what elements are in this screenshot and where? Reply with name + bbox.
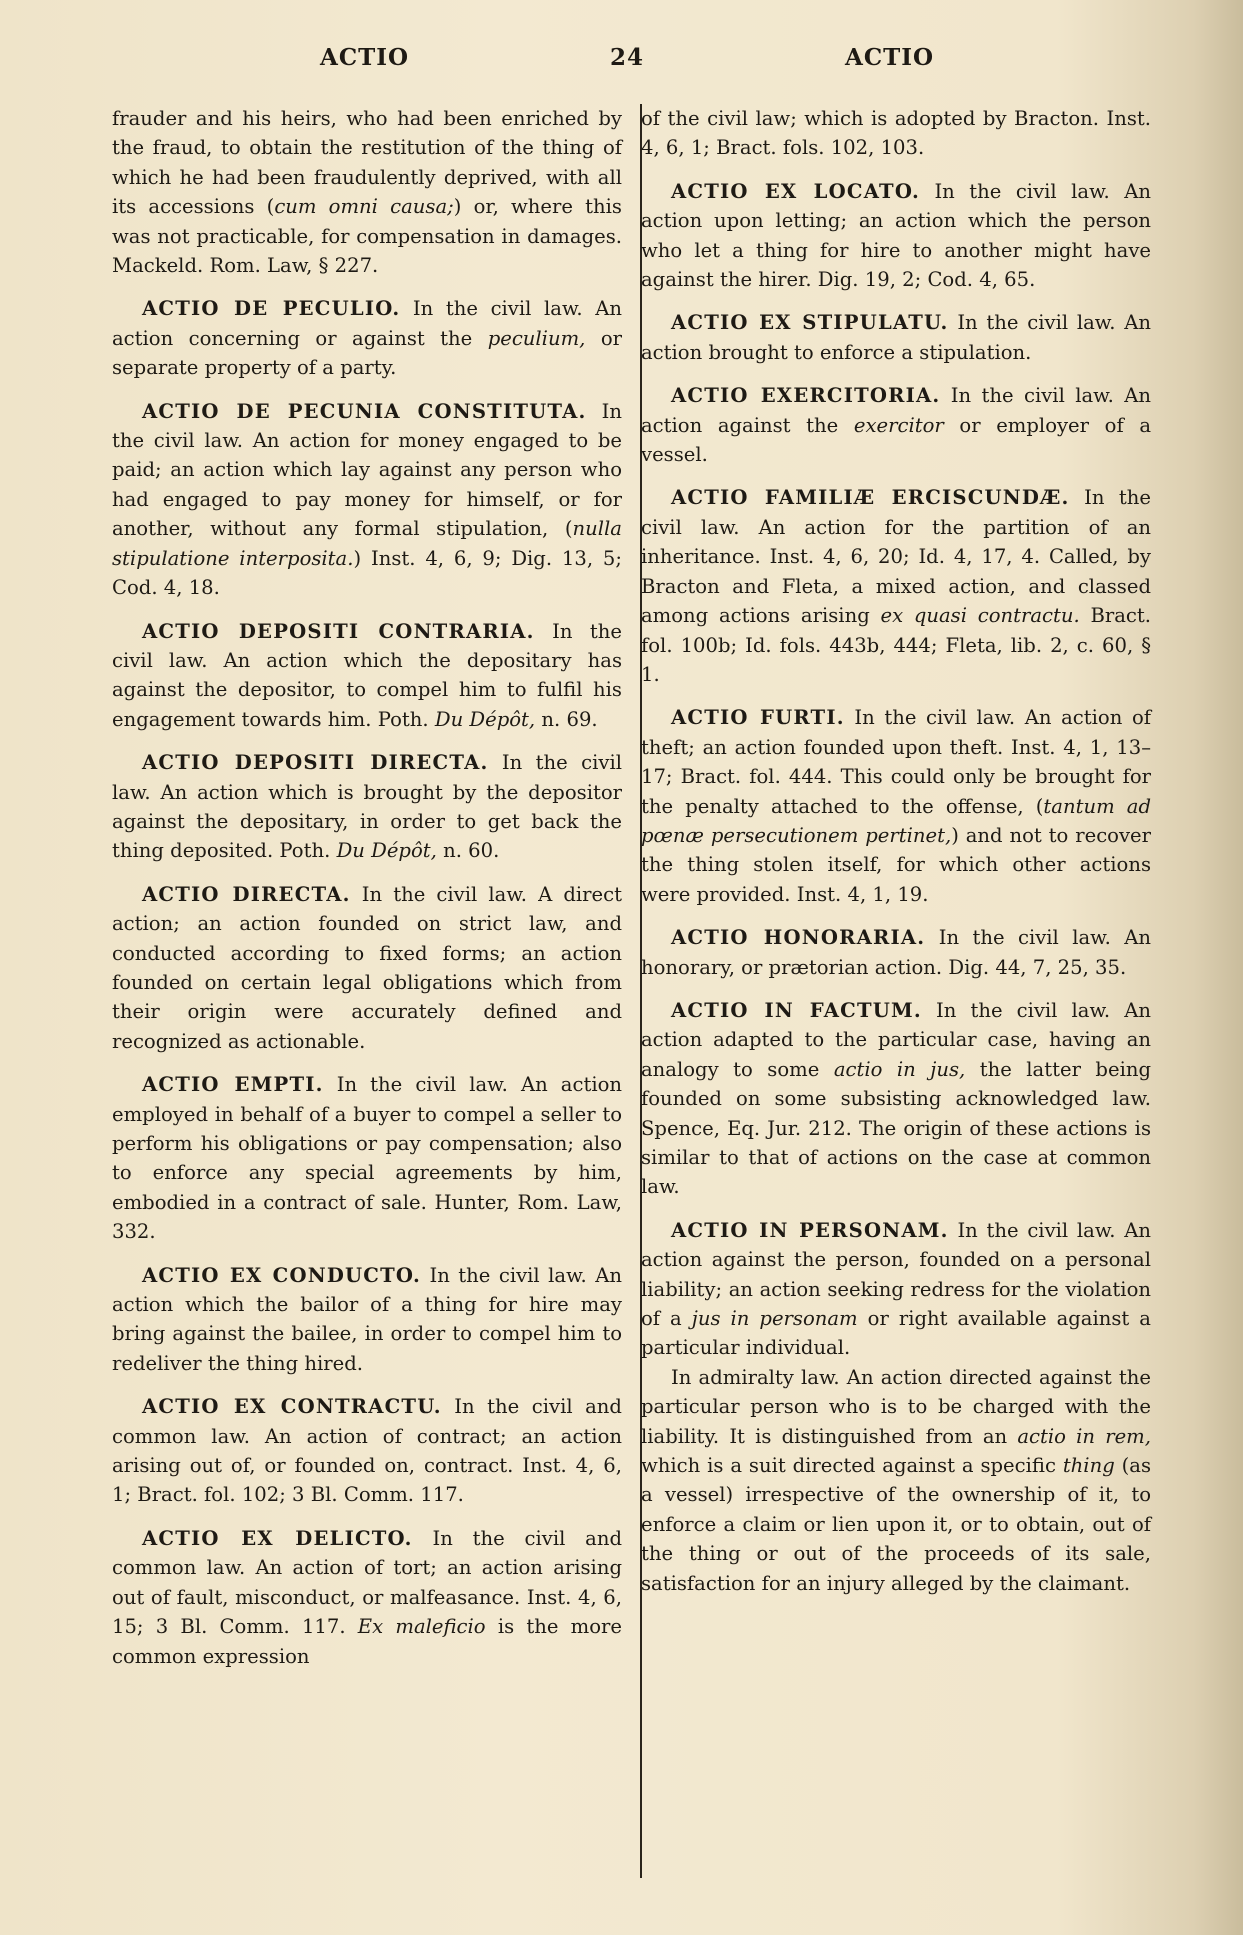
entry-headword: ACTIO EX LOCATO. — [671, 179, 920, 203]
italic-term: thing — [1062, 1454, 1115, 1478]
entry-headword: ACTIO EX DELICTO. — [142, 1526, 413, 1550]
entry-paragraph — [112, 1261, 622, 1379]
page-number: 24 — [610, 44, 645, 71]
entry-text: or separate property of a party. — [112, 326, 622, 380]
entry-text: In admiralty law. An action directed against the particular person who is to be charged with the liability. It is distinguished from an — [641, 1365, 1151, 1448]
entry-headword: ACTIO DIRECTA. — [142, 882, 351, 906]
entry-text: In the civil law. An action brought to enforce a stipulation. — [641, 311, 1151, 364]
entry-text: In the civil law. An action which the bailor of a thing for hire may bring against the bailee, in order to compel him to redeliver the thing hired. — [112, 1263, 623, 1375]
entry-text: ) and not to recover the thing stolen itself, for which other actions were provided. Inst. 4, 1, 19. — [641, 823, 1152, 906]
entry-text: In the civil law. An action which the depositary has against the depositor, to compel him to fulfil his engagement towards him. Poth. — [112, 619, 622, 731]
entry-paragraph — [641, 1216, 1151, 1363]
entry-headword: ACTIO DE PECULIO. — [142, 297, 401, 321]
entry-paragraph — [112, 294, 622, 382]
entry-text: In the civil and common law. An action of contract; an action arising out of, or founded on, contract. Inst. 4, 6, 1; Bract. fol. 102; 3 Bl. Comm. 117. — [112, 1395, 622, 1507]
entry-text: In the civil law. An action of theft; an action founded upon theft. Inst. 4, 1, 13–17; Bract. fol. 444. This could only be brought for the penalty attached to the offense, ( — [641, 706, 1151, 818]
dictionary-entry — [112, 617, 622, 735]
dictionary-entry — [112, 397, 622, 603]
entry-headword: ACTIO FAMILIÆ ERCISCUNDÆ. — [671, 486, 1070, 510]
entry-paragraph — [112, 104, 622, 280]
italic-term: actio in rem, — [1017, 1424, 1151, 1448]
italic-term: peculium, — [487, 326, 586, 350]
entry-headword: ACTIO EMPTI. — [142, 1073, 324, 1097]
entry-text: In the civil law. An action for money engaged to be paid; an action which lay against any person who had engaged to pay money for himself, or for another, without any formal stipulation, ( — [112, 399, 622, 541]
entry-paragraph — [641, 923, 1151, 982]
entry-paragraph — [112, 1070, 622, 1246]
dictionary-entry — [112, 1070, 622, 1246]
entry-text: ) Inst. 4, 6, 9; Dig. 13, 5; Cod. 4, 18. — [112, 546, 622, 600]
entry-text: (as a vessel) irrespective of the ownership of it, to enforce a claim or lien upon it, or to obtain, out of the thing or out of the proceeds of its sale, satisfaction for an injury alleged by the claimant. — [641, 1454, 1152, 1595]
entry-paragraph — [112, 880, 622, 1056]
italic-term: actio in jus, — [833, 1057, 966, 1081]
entry-text: In the civil law. An action which is brought by the depositor against the depositary, in order to get back the thing deposited. Poth. — [112, 751, 622, 863]
dictionary-entry — [641, 996, 1151, 1202]
entry-text: is the more common expression — [112, 1615, 623, 1668]
entry-text: Bract. fol. 100b; Id. fols. 443b, 444; Fleta, lib. 2, c. 60, § 1. — [641, 604, 1151, 686]
entry-paragraph — [112, 397, 622, 603]
entry-text: In the civil law. An action concerning or against the — [112, 297, 622, 350]
italic-term: tantum ad pœnæ persecutionem pertinet, — [641, 794, 1151, 847]
dictionary-entry — [112, 1392, 622, 1510]
dictionary-entry — [641, 923, 1151, 982]
italic-term: Du Dépôt, — [434, 707, 536, 731]
entry-headword: ACTIO HONORARIA. — [671, 926, 926, 950]
entry-headword: ACTIO EXERCITORIA. — [671, 384, 941, 408]
dictionary-entry — [112, 1261, 622, 1379]
italic-term: jus in personam — [691, 1307, 858, 1331]
entry-headword: ACTIO DEPOSITI CONTRARIA. — [142, 619, 535, 643]
entry-headword: ACTIO DEPOSITI DIRECTA. — [142, 751, 489, 775]
entry-headword: ACTIO FURTI. — [671, 706, 845, 730]
entry-paragraph — [112, 617, 622, 735]
dictionary-entry — [112, 880, 622, 1056]
entry-paragraph — [112, 1392, 622, 1510]
left-column — [112, 104, 622, 1685]
entry-text: In the civil law. A direct action; an action founded on strict law, and conducted according to fixed forms; an action founded on certain legal obligations which from their origin were accurately defined and recognized as actionable. — [112, 882, 622, 1053]
entry-text: In the civil and common law. An action of tort; an action arising out of fault, misconduct, or malfeasance. Inst. 4, 6, 15; 3 Bl. Comm. 117. — [112, 1526, 622, 1639]
dictionary-entry — [641, 381, 1151, 469]
entry-text: n. 69. — [535, 707, 598, 731]
entry-text: In the civil law. An action for the partition of an inheritance. Inst. 4, 6, 20; Id. 4, 17, 4. Called, by Bracton and Fleta, a mixed action, and classed among actions arising — [641, 486, 1152, 628]
entry-paragraph — [641, 1363, 1151, 1598]
running-head-right: ACTIO — [845, 44, 935, 71]
entry-text: frauder and his heirs, who had been enriched by the fraud, to obtain the restitution of the thing of which he had been fraudulently deprived, with all its accessions ( — [112, 107, 622, 219]
entry-text: In the civil law. An action against the — [641, 384, 1151, 437]
entry-headword: ACTIO DE PECUNIA CONSTITUTA. — [142, 399, 587, 423]
entry-paragraph — [641, 104, 1151, 163]
italic-term: ex quasi contractu. — [880, 604, 1080, 628]
entry-text: n. 60. — [436, 839, 500, 863]
dictionary-entry — [112, 294, 622, 382]
dictionary-entry — [641, 308, 1151, 367]
dictionary-entry — [641, 483, 1151, 689]
dictionary-entry — [641, 1216, 1151, 1598]
entry-headword: ACTIO EX CONTRACTU. — [142, 1395, 442, 1419]
entry-headword: ACTIO IN FACTUM. — [671, 998, 922, 1022]
entry-paragraph — [641, 177, 1151, 295]
entry-headword: ACTIO EX STIPULATU. — [671, 311, 949, 335]
italic-term: cum omni causa; — [274, 195, 454, 219]
entry-text: In the civil law. An action adapted to the particular case, having an analogy to some — [641, 998, 1151, 1081]
entry-headword: ACTIO IN PERSONAM. — [671, 1218, 949, 1242]
entry-text: ) or, where this was not practicable, for compensation in damages. Mackeld. Rom. Law, § 227. — [112, 195, 622, 278]
italic-term: Du Dépôt, — [336, 839, 437, 863]
dictionary-entry — [641, 703, 1151, 909]
entry-paragraph — [641, 996, 1151, 1202]
entry-text: or right available against a particular individual. — [641, 1307, 1151, 1360]
dictionary-entry — [112, 748, 622, 866]
entry-paragraph — [112, 748, 622, 866]
entry-paragraph — [641, 308, 1151, 367]
entry-text: or employer of a vessel. — [641, 413, 1151, 467]
italic-term: Ex maleficio — [357, 1615, 486, 1639]
entry-text: of the civil law; which is adopted by Bracton. Inst. 4, 6, 1; Bract. fols. 102, 103. — [641, 107, 1151, 160]
entry-text: the latter being founded on some subsisting acknowledged law. Spence, Eq. Jur. 212. The origin of these actions is similar to that of actions on the case at common law. — [641, 1057, 1151, 1199]
italic-term: exercitor — [853, 413, 944, 437]
entry-text: In the civil law. An action upon letting; an action which the person who let a thing for hire to another might have against the hirer. Dig. 19, 2; Cod. 4, 65. — [641, 179, 1151, 292]
entry-paragraph — [641, 483, 1151, 689]
entry-text: In the civil law. An honorary, or prætorian action. Dig. 44, 7, 25, 35. — [641, 926, 1151, 979]
entry-text: which is a suit directed against a specific — [641, 1454, 1063, 1478]
entry-paragraph — [641, 703, 1151, 909]
entry-text: In the civil law. An action employed in behalf of a buyer to compel a seller to perform his obligations or pay compensation; also to enforce any special agreements by him, embodied in a contract of sale. Hunter, Rom. Law, 332. — [112, 1073, 623, 1244]
entry-paragraph — [112, 1524, 622, 1671]
entry-text: In the civil law. An action against the person, founded on a personal liability; an action seeking redress for the violation of a — [641, 1218, 1151, 1331]
dictionary-entry — [641, 177, 1151, 295]
running-head-left: ACTIO — [320, 44, 410, 71]
dictionary-entry — [641, 104, 1151, 163]
right-column — [641, 104, 1151, 1612]
entry-headword: ACTIO EX CONDUCTO. — [142, 1263, 422, 1287]
entry-paragraph — [641, 381, 1151, 469]
dictionary-entry — [112, 1524, 622, 1671]
dictionary-entry — [112, 104, 622, 280]
italic-term: nulla stipulatione interposita. — [112, 517, 622, 570]
